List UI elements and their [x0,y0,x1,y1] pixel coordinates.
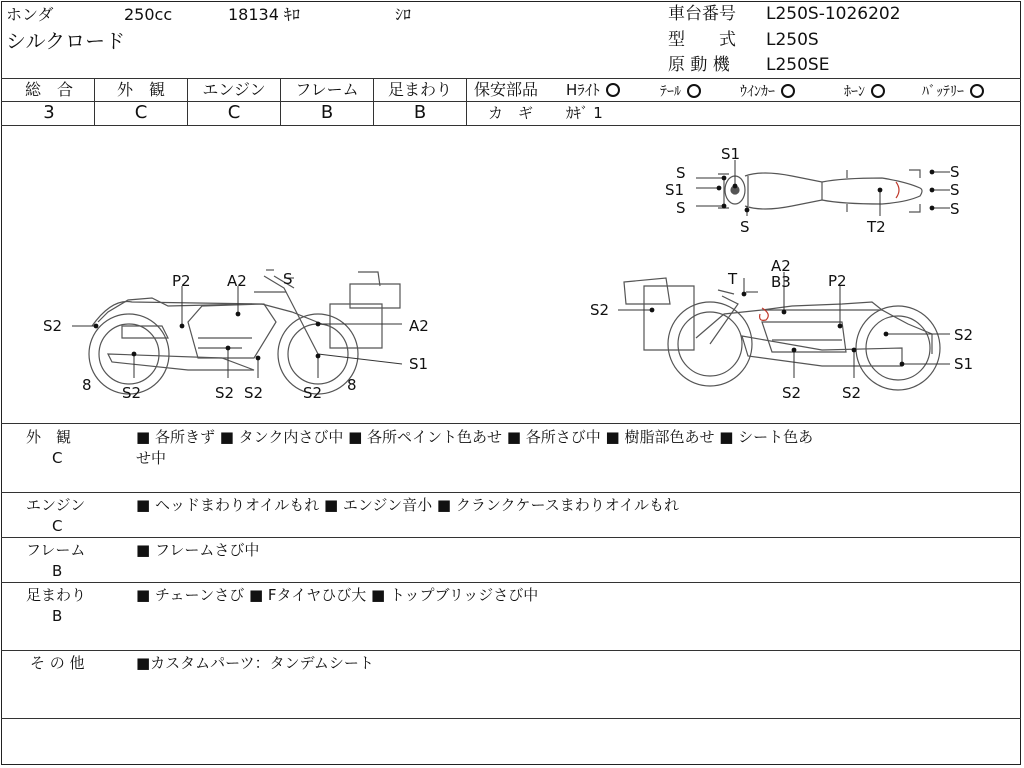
grade-divider [280,78,281,125]
grade-divider [373,78,374,125]
right-label: A2 [771,257,791,275]
left-label: 8 [82,376,92,394]
grade-table-top-border [1,78,1021,79]
displacement: 250cc [124,5,173,24]
type-label: 型 式 [668,30,736,50]
safety-item-battery: ﾊﾞｯﾃﾘｰ [922,84,984,99]
grade-value-overall: 3 [43,102,55,123]
safety-label: 保安部品 [474,80,539,99]
grade-value-frame: B [320,102,334,123]
remark-items: ■ 各所きず ■ タンク内さび中 ■ 各所ペイント色あせ ■ 各所さび中 ■ 樹脂部色あせ ■ シート色あ [136,428,814,446]
grade-divider [94,78,95,125]
top-view-motorcycle [718,170,922,212]
remark-items: ■ フレームさび中 [136,541,260,559]
remark-category: フレーム [26,541,86,559]
left-label: S [283,270,293,288]
remark-grade: B [52,607,63,625]
ok-circle-icon [970,84,984,98]
left-label: P2 [172,272,191,290]
remark-category: 外 観 [26,428,72,446]
key-label: カ ギ [488,104,534,122]
remark-grade: C [52,517,63,535]
remark-category: そ の 他 [30,654,85,672]
grade-divider [466,78,467,125]
remark-items: ■ チェーンさび ■ Fタイヤひび大 ■ トップブリッジさび中 [136,586,539,604]
top-label: T2 [867,218,886,236]
left-label: S2 [122,384,142,402]
mileage: 18134 ｷﾛ [228,5,300,24]
color: ｼﾛ [395,5,412,24]
motorcycle-diagram [2,126,1022,422]
vin-label: 車台番号 [668,4,736,24]
top-label: S [950,181,960,199]
model-name: シルクロード [6,29,126,53]
left-label: S2 [244,384,264,402]
safety-item-headlight: Hﾗｲﾄ [566,83,620,98]
safety-item-horn: ﾎｰﾝ [844,84,885,99]
remark-items: ■ ヘッドまわりオイルもれ ■ エンジン音小 ■ クランクケースまわりオイルもれ [136,496,680,514]
ok-circle-icon [687,84,701,98]
maker: ホンダ [6,5,54,24]
type-value: L250S [766,30,819,50]
top-label: S1 [665,181,685,199]
remark-divider [1,537,1021,538]
left-label: 8 [347,376,357,394]
right-label: S2 [590,301,610,319]
grade-header-engine: エンジン [202,80,266,99]
right-label: S2 [842,384,862,402]
right-label: T [728,270,738,288]
grade-header-frame: フレーム [295,80,359,99]
right-label: S1 [954,355,974,373]
remark-grade: B [52,562,63,580]
remark-items-cont: せ中 [136,449,167,467]
grade-value-exterior: C [134,102,148,123]
right-label: P2 [828,272,847,290]
right-label: S2 [782,384,802,402]
safety-item-tail: ﾃｰﾙ [660,84,701,99]
diagram-bottom-border [1,423,1021,424]
right-label: S2 [954,326,974,344]
left-label: A2 [227,272,247,290]
vin-value: L250S-1026202 [766,4,901,24]
top-label: S [950,163,960,181]
remark-divider [1,650,1021,651]
grade-header-exterior: 外 観 [116,80,165,99]
top-label: S [740,218,750,236]
remark-divider [1,582,1021,583]
grade-value-engine: C [227,102,241,123]
remark-divider [1,718,1021,719]
engine-label: 原 動 機 [668,55,730,75]
leader-lines [72,160,950,378]
grade-value-suspension: B [413,102,427,123]
ok-circle-icon [781,84,795,98]
right-label: B3 [771,273,791,291]
remark-items: ■カスタムパーツ：タンデムシート [136,654,374,672]
marker-dots [94,170,935,367]
left-label: S2 [303,384,323,402]
remark-divider [1,492,1021,493]
left-label: S1 [409,355,429,373]
grade-header-overall: 総 合 [24,80,73,99]
left-label: S2 [43,317,63,335]
engine-value: L250SE [766,55,830,75]
ok-circle-icon [606,83,620,97]
top-label: S [676,199,686,217]
left-label: A2 [409,317,429,335]
ok-circle-icon [871,84,885,98]
remark-category: 足まわり [26,586,87,604]
top-label: S [950,200,960,218]
safety-mid-border [467,101,1021,102]
left-label: S2 [215,384,235,402]
top-label: S [676,164,686,182]
grade-header-suspension: 足まわり [387,80,452,99]
remark-grade: C [52,449,63,467]
safety-item-winker: ｳｲﾝｶｰ [740,84,795,99]
top-label: S1 [721,145,741,163]
grade-divider [187,78,188,125]
key-value: ｶｷﾞ 1 [566,104,603,122]
remark-category: エンジン [26,496,86,514]
